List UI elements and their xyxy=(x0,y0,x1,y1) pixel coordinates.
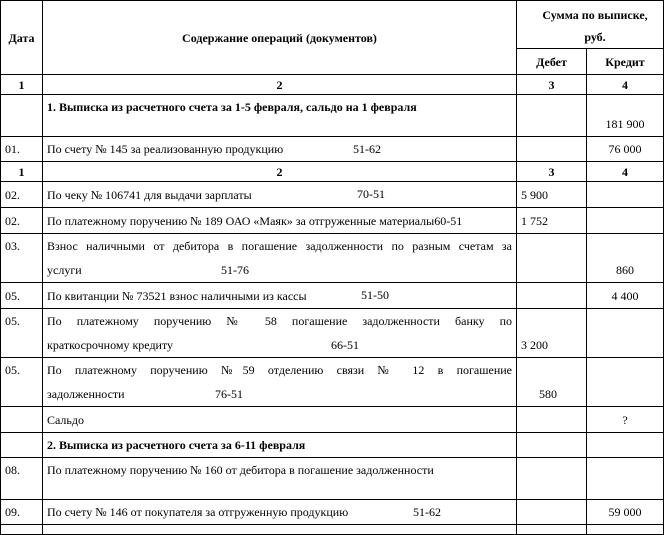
section2-date-cell xyxy=(1,433,43,458)
row05b-account: 66-51 xyxy=(331,338,359,352)
row09-account: 51-62 xyxy=(413,505,441,519)
section1-debit-cell xyxy=(517,95,587,137)
section1-date-cell xyxy=(1,95,43,137)
row05a-credit: 4 400 xyxy=(587,283,664,309)
row02-credit xyxy=(587,182,664,208)
saldo-debit xyxy=(517,407,587,433)
row02-text: По чеку № 106741 для выдачи зарплаты xyxy=(47,187,252,202)
row01-credit: 76 000 xyxy=(587,137,664,162)
row02-account: 70-51 xyxy=(357,187,385,201)
row05b-description xyxy=(43,309,517,358)
header-date: Дата xyxy=(1,1,43,75)
row01-debit xyxy=(517,137,587,162)
row02b-date: 02. xyxy=(1,208,43,234)
row01-account: 51-62 xyxy=(353,142,381,156)
row05c-debit: 580 xyxy=(517,358,587,407)
row05b-line2-wrap xyxy=(47,333,512,357)
row05c-date: 05. xyxy=(1,358,43,407)
header-credit: Кредит xyxy=(587,49,664,75)
header-content: Содержание операций (документов) xyxy=(43,1,517,75)
row02-description xyxy=(43,182,517,208)
section1-opening-credit: 181 900 xyxy=(587,95,664,137)
header-debit: Дебет xyxy=(517,49,587,75)
header-sum-title: Сумма по выписке, руб. xyxy=(517,1,664,49)
row05a-text: По квитанции № 73521 взнос наличными из кассы xyxy=(47,288,307,303)
repeat-num-2: 2 xyxy=(43,162,517,182)
row03-line1: Взнос наличными от дебитора в погашение задолженности по разным счетам за xyxy=(47,239,512,253)
row02-debit: 5 900 xyxy=(517,182,587,208)
row03-line2-wrap xyxy=(47,258,512,282)
row03-account: 51-76 xyxy=(221,263,249,277)
section2-debit-cell xyxy=(517,433,587,458)
header-num-1: 1 xyxy=(1,75,43,95)
repeat-num-1: 1 xyxy=(1,162,43,182)
row05a-date: 05. xyxy=(1,283,43,309)
row02-date: 02. xyxy=(1,182,43,208)
section2-title: 2. Выписка из расчетного счета за 6-11 февраля xyxy=(43,433,517,458)
row08-text: По платежному поручению № 160 от дебитора в погашение задолженности xyxy=(43,458,517,500)
row01-date: 01. xyxy=(1,137,43,162)
row05b-line2: краткосрочному кредиту xyxy=(47,338,174,352)
row03-credit: 860 xyxy=(587,234,664,283)
trailing-cell-1 xyxy=(1,525,43,535)
trailing-cell-4 xyxy=(587,525,664,535)
row09-text: По счету № 146 от покупателя за отгруженную продукцию xyxy=(47,505,349,519)
row05c-line1: По платежному поручению №59 отделению связи № 12 в погашение xyxy=(47,363,512,377)
header-num-4: 4 xyxy=(587,75,664,95)
row05b-debit: 3 200 xyxy=(517,309,587,358)
row02b-debit: 1 752 xyxy=(517,208,587,234)
row08-debit xyxy=(517,458,587,500)
row03-description xyxy=(43,234,517,283)
row05a-debit xyxy=(517,283,587,309)
header-num-2: 2 xyxy=(43,75,517,95)
row08-date: 08. xyxy=(1,458,43,500)
saldo-date-cell xyxy=(1,407,43,433)
row05c-credit xyxy=(587,358,664,407)
row03-line2: услуги xyxy=(47,263,82,277)
row05c-line2: задолженности xyxy=(47,387,125,401)
repeat-num-4: 4 xyxy=(587,162,664,182)
row05c-line2-wrap xyxy=(47,382,512,406)
trailing-cell-2 xyxy=(43,525,517,535)
saldo-label: Сальдо xyxy=(43,407,517,433)
row02b-description xyxy=(43,208,517,234)
row01-description xyxy=(43,137,517,162)
row05a-description xyxy=(43,283,517,309)
repeat-num-3: 3 xyxy=(517,162,587,182)
trailing-cell-3 xyxy=(517,525,587,535)
row05a-account: 51-50 xyxy=(361,288,389,302)
row02b-text: По платежному поручению № 189 ОАО «Маяк» за отгруженные материалы xyxy=(47,213,435,228)
section2-credit-cell xyxy=(587,433,664,458)
row05c-account: 76-51 xyxy=(215,387,243,401)
row02b-account: 60-51 xyxy=(434,213,463,228)
row09-credit: 59 000 xyxy=(587,500,664,525)
row05b-date: 05. xyxy=(1,309,43,358)
section1-title: 1. Выписка из расчетного счета за 1-5 февраля, сальдо на 1 февраля xyxy=(43,95,517,137)
row03-date: 03. xyxy=(1,234,43,283)
saldo-credit: ? xyxy=(587,407,664,433)
header-num-3: 3 xyxy=(517,75,587,95)
row05b-line1: По платежному поручению № 58 погашение задолженности банку по xyxy=(47,314,512,328)
row05c-description xyxy=(43,358,517,407)
row02b-credit xyxy=(587,208,664,234)
row09-description xyxy=(43,500,517,525)
row03-debit xyxy=(517,234,587,283)
row05b-credit xyxy=(587,309,664,358)
row01-text: По счету № 145 за реализованную продукцию xyxy=(47,142,284,156)
row09-date: 09. xyxy=(1,500,43,525)
row09-debit xyxy=(517,500,587,525)
row08-credit xyxy=(587,458,664,500)
